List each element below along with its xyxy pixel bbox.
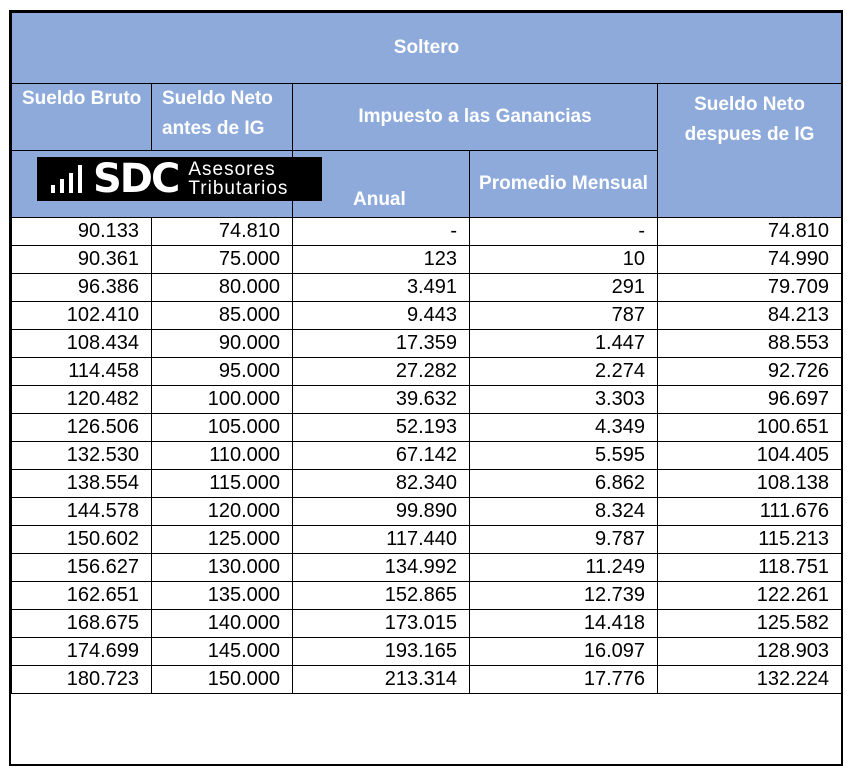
header-promedio-mensual: Promedio Mensual xyxy=(470,151,658,218)
cell-impuesto-mensual: 2.274 xyxy=(470,358,658,386)
table-row xyxy=(12,274,842,302)
cell-sueldo-neto-antes: 145.000 xyxy=(152,638,293,666)
cell-sueldo-bruto: 150.602 xyxy=(12,526,152,554)
cell-impuesto-mensual: 3.303 xyxy=(470,386,658,414)
logo-line1: Asesores xyxy=(188,159,276,180)
cell-sueldo-bruto: 120.482 xyxy=(12,386,152,414)
table-row xyxy=(12,666,842,694)
cell-impuesto-anual: 17.359 xyxy=(293,330,470,358)
cell-impuesto-mensual: 4.349 xyxy=(470,414,658,442)
cell-sueldo-neto-despues: 84.213 xyxy=(658,302,842,330)
sdc-logo xyxy=(37,157,322,201)
cell-sueldo-neto-despues: 96.697 xyxy=(658,386,842,414)
cell-impuesto-mensual: 787 xyxy=(470,302,658,330)
cell-impuesto-mensual: 8.324 xyxy=(470,498,658,526)
cell-sueldo-neto-antes: 90.000 xyxy=(152,330,293,358)
cell-sueldo-bruto: 174.699 xyxy=(12,638,152,666)
cell-sueldo-bruto: 156.627 xyxy=(12,554,152,582)
table-row xyxy=(12,246,842,274)
cell-sueldo-bruto: 108.434 xyxy=(12,330,152,358)
cell-impuesto-mensual: 14.418 xyxy=(470,610,658,638)
cell-impuesto-mensual: 16.097 xyxy=(470,638,658,666)
table-row xyxy=(12,218,842,246)
cell-sueldo-bruto: 162.651 xyxy=(12,582,152,610)
cell-sueldo-neto-antes: 110.000 xyxy=(152,442,293,470)
cell-sueldo-neto-despues: 115.213 xyxy=(658,526,842,554)
table-row xyxy=(12,610,842,638)
cell-sueldo-neto-antes: 125.000 xyxy=(152,526,293,554)
cell-sueldo-neto-despues: 128.903 xyxy=(658,638,842,666)
cell-sueldo-bruto: 138.554 xyxy=(12,470,152,498)
cell-impuesto-mensual: 9.787 xyxy=(470,526,658,554)
cell-impuesto-anual: 173.015 xyxy=(293,610,470,638)
cell-sueldo-bruto: 132.530 xyxy=(12,442,152,470)
cell-impuesto-anual: 27.282 xyxy=(293,358,470,386)
cell-sueldo-neto-antes: 95.000 xyxy=(152,358,293,386)
header-anual: Anual xyxy=(353,189,406,210)
cell-sueldo-neto-despues: 104.405 xyxy=(658,442,842,470)
cell-impuesto-anual: 67.142 xyxy=(293,442,470,470)
cell-impuesto-anual: 117.440 xyxy=(293,526,470,554)
cell-impuesto-anual: 39.632 xyxy=(293,386,470,414)
cell-sueldo-neto-antes: 120.000 xyxy=(152,498,293,526)
cell-impuesto-mensual: 6.862 xyxy=(470,470,658,498)
header-sueldo-neto-despues: Sueldo Neto despues de IG xyxy=(658,84,842,218)
logo-line2: Tributarios xyxy=(188,178,289,199)
cell-impuesto-mensual: 17.776 xyxy=(470,666,658,694)
table-row xyxy=(12,526,842,554)
cell-sueldo-bruto: 114.458 xyxy=(12,358,152,386)
cell-sueldo-neto-antes: 85.000 xyxy=(152,302,293,330)
cell-sueldo-neto-despues: 132.224 xyxy=(658,666,842,694)
salary-table xyxy=(11,12,842,694)
table-row xyxy=(12,414,842,442)
logo-mark: SDC xyxy=(93,156,179,202)
cell-sueldo-bruto: 144.578 xyxy=(12,498,152,526)
header-impuesto-ganancias: Impuesto a las Ganancias xyxy=(293,84,658,151)
cell-impuesto-anual: - xyxy=(293,218,470,246)
cell-impuesto-mensual: 1.447 xyxy=(470,330,658,358)
cell-sueldo-neto-despues: 122.261 xyxy=(658,582,842,610)
table-row xyxy=(12,498,842,526)
table-row xyxy=(12,330,842,358)
cell-sueldo-neto-antes: 105.000 xyxy=(152,414,293,442)
cell-impuesto-anual: 9.443 xyxy=(293,302,470,330)
table-row xyxy=(12,554,842,582)
logo-text xyxy=(188,160,288,198)
cell-sueldo-neto-antes: 130.000 xyxy=(152,554,293,582)
table-body xyxy=(12,218,842,694)
cell-impuesto-anual: 123 xyxy=(293,246,470,274)
table-row xyxy=(12,442,842,470)
table-row xyxy=(12,582,842,610)
cell-impuesto-mensual: 291 xyxy=(470,274,658,302)
cell-sueldo-neto-antes: 74.810 xyxy=(152,218,293,246)
cell-sueldo-neto-antes: 100.000 xyxy=(152,386,293,414)
cell-impuesto-mensual: - xyxy=(470,218,658,246)
cell-impuesto-anual: 3.491 xyxy=(293,274,470,302)
cell-sueldo-neto-despues: 108.138 xyxy=(658,470,842,498)
header-sueldo-neto-antes: Sueldo Neto antes de IG xyxy=(152,84,293,151)
cell-sueldo-bruto: 90.361 xyxy=(12,246,152,274)
cell-sueldo-neto-antes: 150.000 xyxy=(152,666,293,694)
table-title: Soltero xyxy=(12,13,842,84)
cell-impuesto-mensual: 5.595 xyxy=(470,442,658,470)
table-row xyxy=(12,638,842,666)
cell-sueldo-neto-antes: 115.000 xyxy=(152,470,293,498)
cell-impuesto-anual: 134.992 xyxy=(293,554,470,582)
cell-impuesto-anual: 213.314 xyxy=(293,666,470,694)
table-row xyxy=(12,358,842,386)
cell-sueldo-neto-antes: 135.000 xyxy=(152,582,293,610)
cell-impuesto-mensual: 12.739 xyxy=(470,582,658,610)
cell-impuesto-anual: 99.890 xyxy=(293,498,470,526)
cell-sueldo-neto-despues: 100.651 xyxy=(658,414,842,442)
cell-impuesto-anual: 52.193 xyxy=(293,414,470,442)
salary-table-sheet xyxy=(9,10,843,766)
cell-sueldo-neto-despues: 111.676 xyxy=(658,498,842,526)
cell-sueldo-neto-antes: 80.000 xyxy=(152,274,293,302)
cell-impuesto-anual: 193.165 xyxy=(293,638,470,666)
cell-sueldo-neto-despues: 118.751 xyxy=(658,554,842,582)
header-sueldo-bruto: Sueldo Bruto xyxy=(12,84,152,151)
cell-sueldo-neto-despues: 88.553 xyxy=(658,330,842,358)
cell-sueldo-bruto: 168.675 xyxy=(12,610,152,638)
cell-sueldo-neto-despues: 74.810 xyxy=(658,218,842,246)
cell-sueldo-bruto: 102.410 xyxy=(12,302,152,330)
cell-impuesto-mensual: 11.249 xyxy=(470,554,658,582)
cell-sueldo-neto-despues: 125.582 xyxy=(658,610,842,638)
cell-sueldo-bruto: 126.506 xyxy=(12,414,152,442)
cell-sueldo-neto-despues: 74.990 xyxy=(658,246,842,274)
table-row xyxy=(12,302,842,330)
signal-bars-icon xyxy=(51,165,87,193)
cell-sueldo-neto-despues: 79.709 xyxy=(658,274,842,302)
cell-sueldo-neto-antes: 75.000 xyxy=(152,246,293,274)
cell-sueldo-bruto: 96.386 xyxy=(12,274,152,302)
cell-sueldo-bruto: 180.723 xyxy=(12,666,152,694)
table-row xyxy=(12,386,842,414)
cell-sueldo-neto-despues: 92.726 xyxy=(658,358,842,386)
table-row xyxy=(12,470,842,498)
cell-sueldo-neto-antes: 140.000 xyxy=(152,610,293,638)
cell-impuesto-anual: 152.865 xyxy=(293,582,470,610)
logo-cell xyxy=(12,151,293,218)
cell-impuesto-anual: 82.340 xyxy=(293,470,470,498)
cell-impuesto-mensual: 10 xyxy=(470,246,658,274)
cell-sueldo-bruto: 90.133 xyxy=(12,218,152,246)
